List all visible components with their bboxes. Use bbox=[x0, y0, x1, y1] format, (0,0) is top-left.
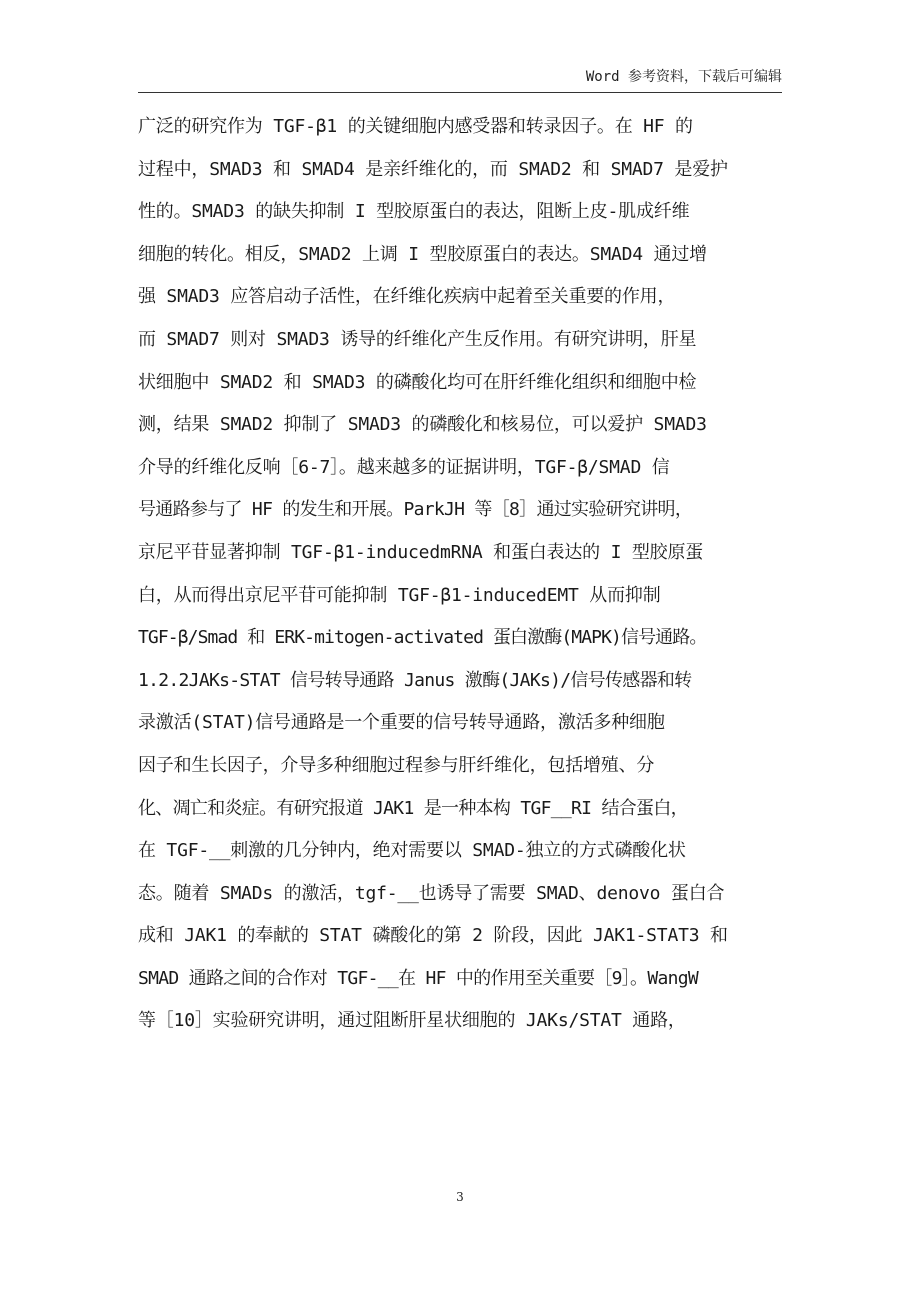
text-line: 因子和生长因子，介导多种细胞过程参与肝纤维化，包括增殖、分 bbox=[138, 754, 655, 776]
text-line: 细胞的转化。相反，SMAD2 上调 I 型胶原蛋白的表达。SMAD4 通过增 bbox=[138, 243, 707, 265]
page-number: 3 bbox=[456, 1190, 464, 1204]
text-line: 等［10］实验研究讲明，通过阻断肝星状细胞的 JAKs/STAT 通路， bbox=[138, 1010, 686, 1032]
text-line: 性的。SMAD3 的缺失抑制 I 型胶原蛋白的表达，阻断上皮-肌成纤维 bbox=[138, 201, 690, 223]
text-line: 状细胞中 SMAD2 和 SMAD3 的磷酸化均可在肝纤维化组织和细胞中检 bbox=[138, 371, 697, 393]
text-line: 广泛的研究作为 TGF-β1 的关键细胞内感受器和转录因子。在 HF 的 bbox=[138, 116, 693, 137]
text-line: SMAD 通路之间的合作对 TGF-__在 HF 中的作用至关重要［9］。WangW bbox=[138, 967, 699, 989]
text-line: 京尼平苷显著抑制 TGF-β1-inducedmRNA 和蛋白表达的 I 型胶原蛋 bbox=[138, 541, 704, 563]
text-line: 在 TGF-__刺激的几分钟内，绝对需要以 SMAD-独立的方式磷酸化状 bbox=[138, 840, 686, 862]
text-line: 强 SMAD3 应答启动子活性，在纤维化疾病中起着至关重要的作用， bbox=[138, 286, 676, 308]
text-line: 态。随着 SMADs 的激活，tgf-__也诱导了需要 SMAD、denovo 蛋白合 bbox=[138, 882, 725, 904]
page-header bbox=[138, 64, 782, 93]
text-line: TGF-β/Smad 和 ERK-mitogen-activated 蛋白激酶(MAPK)信号通路。 bbox=[138, 627, 707, 649]
text-line: 1.2.2JAKs-STAT 信号转导通路 Janus 激酶(JAKs)/信号传感器和转 bbox=[138, 669, 692, 691]
header-note: Word 参考资料，下载后可编辑 bbox=[585, 69, 782, 85]
text-line: 过程中，SMAD3 和 SMAD4 是亲纤维化的，而 SMAD2 和 SMAD7 是爱护 bbox=[138, 158, 728, 180]
text-line: 白，从而得出京尼平苷可能抑制 TGF-β1-inducedEMT 从而抑制 bbox=[138, 584, 661, 606]
body-text bbox=[138, 106, 788, 1043]
text-line: 化、凋亡和炎症。有研究报道 JAK1 是一种本构 TGF__RI 结合蛋白， bbox=[138, 797, 688, 819]
text-line: 测，结果 SMAD2 抑制了 SMAD3 的磷酸化和核易位，可以爱护 SMAD3 bbox=[138, 414, 707, 436]
text-line: 介导的纤维化反响［6-7］。越来越多的证据讲明，TGF-β/SMAD 信 bbox=[138, 456, 670, 478]
text-line: 录激活(STAT)信号通路是一个重要的信号转导通路，激活多种细胞 bbox=[138, 712, 665, 734]
text-line: 而 SMAD7 则对 SMAD3 诱导的纤维化产生反作用。有研究讲明，肝星 bbox=[138, 328, 697, 350]
text-line: 成和 JAK1 的奉献的 STAT 磷酸化的第 2 阶段，因此 JAK1-STAT3 和 bbox=[138, 925, 728, 947]
text-line: 号通路参与了 HF 的发生和开展。ParkJH 等［8］通过实验研究讲明， bbox=[138, 499, 693, 521]
